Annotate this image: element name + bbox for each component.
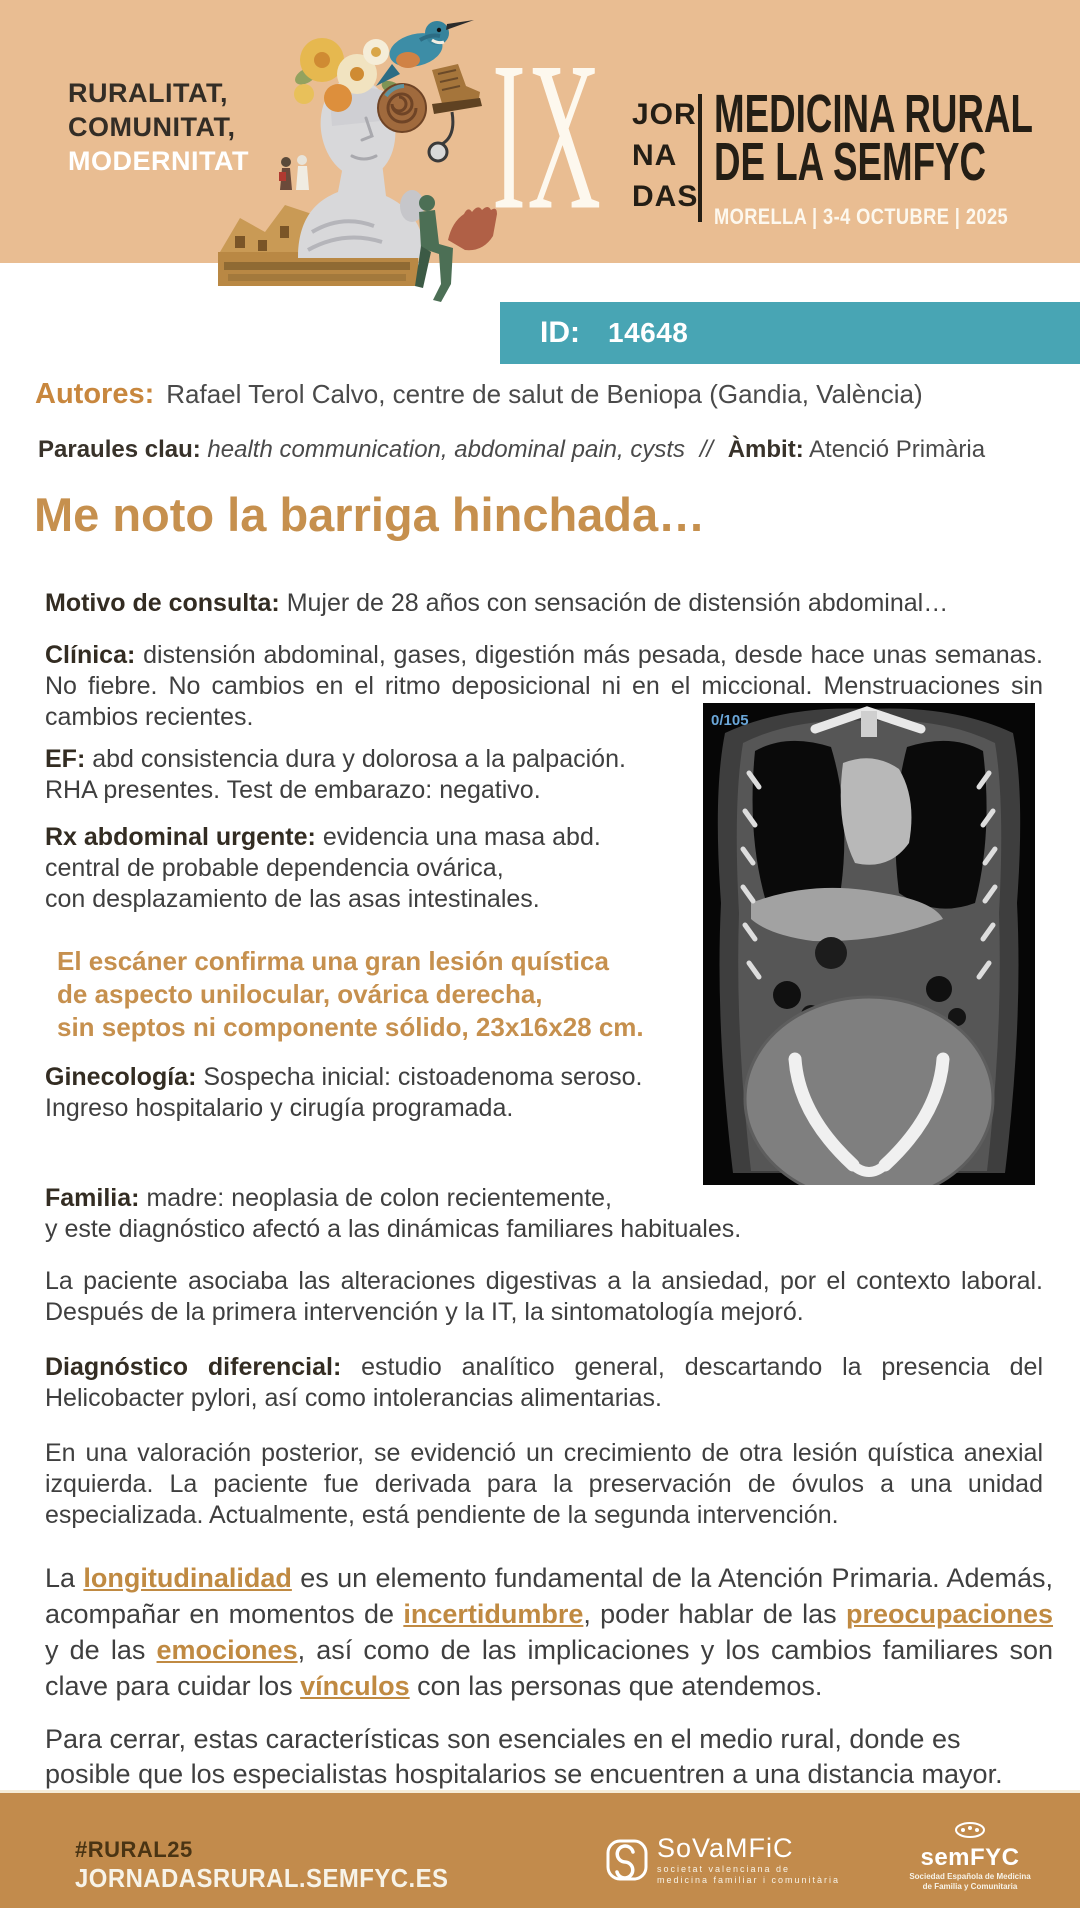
semfyc-logo [905,1821,1035,1892]
motto-line-2: COMUNITAT, [68,112,236,142]
stethoscope [429,112,453,161]
paciente-text: La paciente asociaba las alteraciones digestivas a la ansiedad, por el contexto laboral. Después de la primera intervención y la IT, la sintomatología mejoró. [45,1267,1043,1326]
ef-label: EF: [45,745,86,773]
sovamfic-icon [605,1838,649,1882]
cierre-text: Para cerrar, estas características son esenciales en el medio rural, donde es posible que los especialistas hospitalarios se encuentren a una distancia mayor. [45,1724,1003,1789]
familia-label: Familia: [45,1184,140,1212]
gineco-line1: Sospecha inicial: cistoadenoma seroso. [203,1063,643,1091]
bottom-white-strip [0,1908,1080,1919]
rx-label: Rx abdominal urgente: [45,823,316,851]
ambit-text: Atenció Primària [809,436,986,463]
section-ef [45,744,685,806]
jornadas-line-3: DAS [632,180,699,213]
event-title-line-1: MEDICINA RURAL [714,84,1033,144]
motivo-label: Motivo de consulta: [45,589,280,617]
section-cierre [45,1722,1050,1792]
jornadas-stacked-text [632,94,698,217]
clinica-label: Clínica: [45,641,136,669]
motto-line-3: MODERNITAT [68,146,249,176]
rx-line1: evidencia una masa abd. [322,823,601,851]
poster-title: Me noto la barriga hinchada… [34,488,706,541]
longitudinal-t4: y de las [45,1635,157,1665]
semfyc-subtitle-1: Sociedad Española de Medicina [909,1872,1031,1881]
longitudinal-t5: , así como de las implicaciones y los cambios familiares son clave para cuidar los [45,1635,1053,1701]
familia-line1: madre: neoplasia de colon recientemente, [146,1184,613,1212]
section-longitudinalidad [45,1560,1053,1704]
longitudinal-t3: , poder hablar de las [583,1599,846,1629]
motto-line-1: RURALITAT, [68,78,228,108]
longitudinal-t1: La [45,1563,84,1593]
authors-text: Rafael Terol Calvo, centre de salut de Beniopa (Gandia, València) [166,379,923,409]
section-paciente [45,1266,1043,1328]
section-escaner-highlight [57,945,677,1044]
hiking-boots [432,64,482,114]
ef-line2: RHA presentes. Test de embarazo: negativo. [45,776,541,804]
sovamfic-text [657,1833,840,1886]
familia-line2: y este diagnóstico afectó a las dinámicas familiares habituales. [45,1215,742,1243]
abstract-id-banner [500,302,1080,364]
section-diagnostico-diferencial [45,1352,1043,1414]
hashtag-text: #RURAL25 [75,1837,193,1862]
keywords-label: Paraules clau: [38,436,201,463]
event-place-date: MORELLA | 3-4 OCTUBRE | 2025 [714,204,1009,229]
sovamfic-subtitle-2: medicina familiar i comunitària [657,1875,841,1885]
section-valoracion [45,1438,1043,1531]
rx-line2: central de probable dependencia ovárica, [45,854,504,882]
link-emociones[interactable]: emociones [156,1635,298,1665]
gineco-line2: Ingreso hospitalario y cirugía programada. [45,1094,514,1122]
link-longitudinalidad[interactable]: longitudinalidad [83,1563,292,1593]
authors-line [35,378,923,411]
semfyc-icon [953,1821,987,1839]
jornadas-line-2: NA [632,139,678,172]
header-band [0,0,1080,263]
event-title [714,84,1033,192]
gineco-label: Ginecología: [45,1063,197,1091]
sovamfic-subtitle-1: societat valenciana de [657,1864,791,1874]
ct-scan-graphic [703,703,1035,1185]
section-motivo [45,588,1045,619]
sovamfic-name: SoVaMFiC [657,1833,794,1863]
keywords-line [38,436,985,464]
ambit-label: Àmbit: [727,436,804,463]
link-vinculos[interactable]: vínculos [300,1671,410,1701]
authors-label: Autores: [35,378,155,410]
website-url: JORNADASRURAL.SEMFYC.ES [75,1863,449,1893]
separator: // [699,436,714,463]
clinica-text: distensión abdominal, gases, digestión más pesada, desde hace unas semanas. No fiebre. No cambios en el ritmo deposicional ni en el miccional. Menstruaciones sin cambios recientes. [45,641,1043,731]
jornadas-line-1: JOR [632,98,697,131]
keywords-text: health communication, abdominal pain, cysts [207,436,686,463]
motivo-text: Mujer de 28 años con sensación de distensión abdominal… [286,589,949,617]
link-preocupaciones[interactable]: preocupaciones [845,1599,1054,1629]
longitudinal-t2: es un elemento fundamental de la Atención Primaria. Además, acompañar en momentos de [45,1563,1053,1629]
rx-line3: con desplazamiento de las asas intestinales. [45,885,540,913]
id-value: 14648 [608,317,689,348]
sculpture-hand [448,207,497,250]
ct-scan-image [703,703,1035,1185]
event-title-line-2: DE LA SEMFYC [714,132,987,192]
ef-line1: abd consistencia dura y dolorosa a la palpación. [92,745,626,773]
longitudinal-t6: con las personas que atendemos. [409,1671,823,1701]
link-incertidumbre[interactable]: incertidumbre [403,1599,584,1629]
footer-band [0,1790,1080,1911]
semfyc-subtitle-2: de Familia y Comunitaria [922,1882,1018,1891]
semfyc-name: semFYC [920,1844,1020,1871]
ct-slice-counter: 0/105 [711,712,749,729]
id-label: ID: [540,316,580,349]
valoracion-text: En una valoración posterior, se evidenció un crecimiento de otra lesión quística anexial izquierda. La paciente fue derivada para la preservación de óvulos a una unidad especializada. Actualmente, está pendiente de la segunda intervención. [45,1439,1043,1529]
collage-artwork [180,0,500,348]
dx-label: Diagnóstico diferencial: [45,1353,342,1381]
escaner-line1: El escáner confirma una gran lesión quística [57,946,609,976]
escaner-line2: de aspecto unilocular, ovárica derecha, [57,979,543,1009]
small-figures [279,155,309,190]
section-ginecologia [45,1062,685,1124]
ammonite-fossil [378,84,426,132]
sovamfic-logo [605,1833,840,1886]
event-logo [492,18,1052,255]
logo-divider [698,94,702,222]
section-familia [45,1183,1045,1245]
dx-text: estudio analítico general, descartando la presencia del Helicobacter pylori, así como intolerancias alimentarias. [45,1353,1043,1412]
section-rx [45,822,685,915]
edition-numeral: IX [492,18,603,255]
escaner-line3: sin septos ni componente sólido, 23x16x28 cm. [57,1012,644,1042]
